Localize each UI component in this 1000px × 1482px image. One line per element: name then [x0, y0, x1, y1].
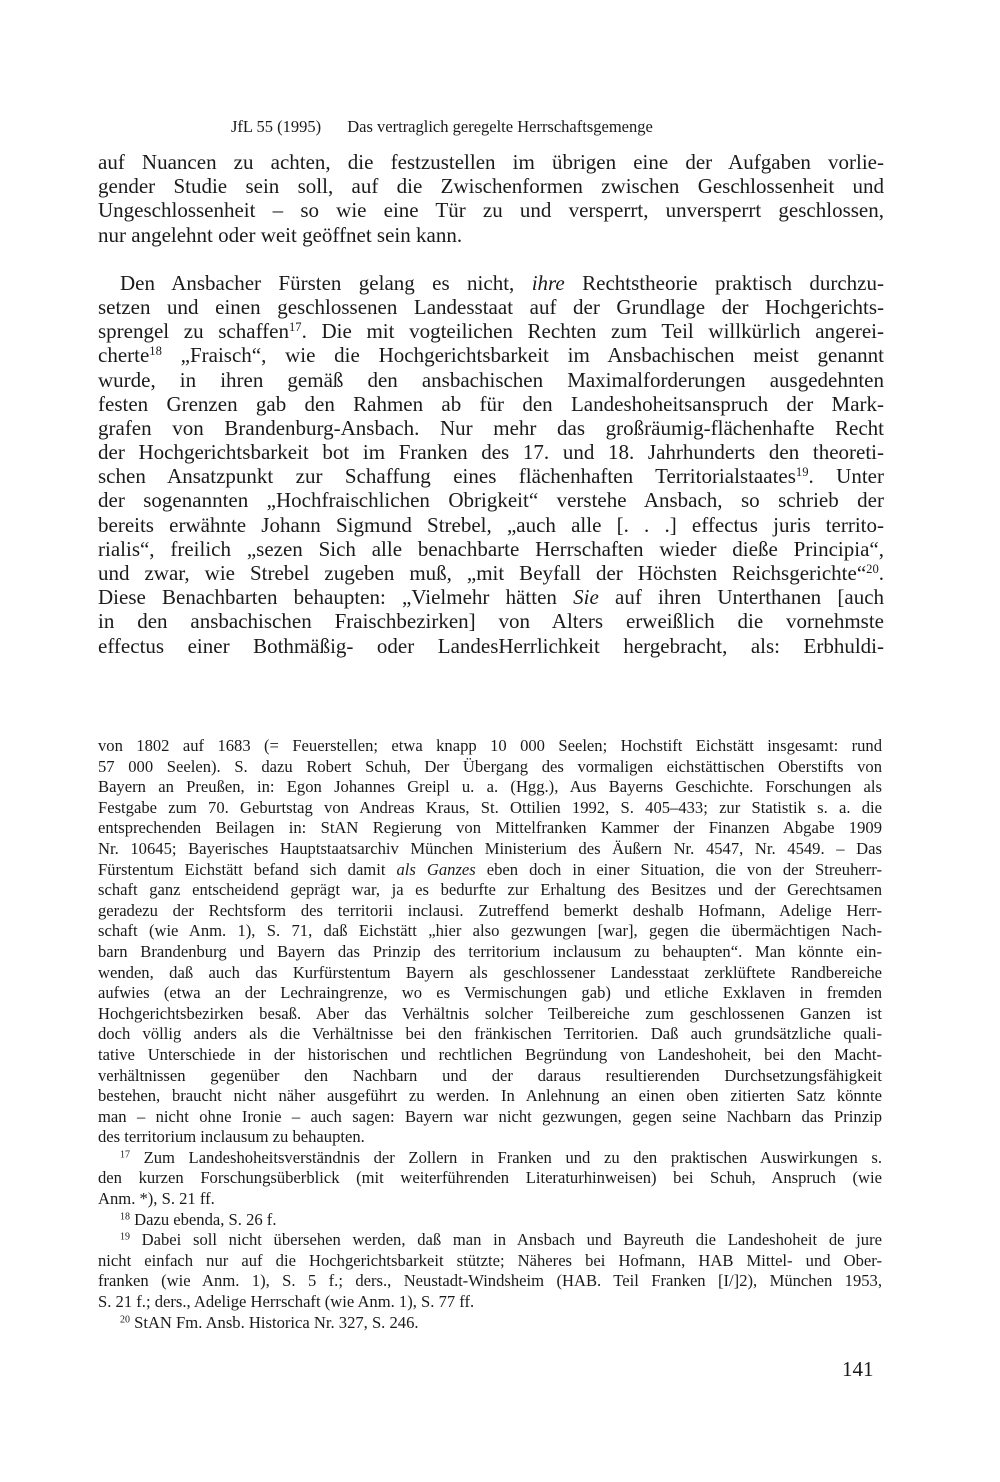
footnote-marker: 20 — [120, 1314, 130, 1326]
footnotes — [98, 736, 882, 1333]
footnote-line: Festgabe zum 70. Geburtstag von Andreas Kraus, St. Ottilien 1992, S. 405–433; zur Statistik s. a. die — [98, 797, 882, 817]
running-title: Das vertraglich geregelte Herrschaftsgemenge — [347, 117, 653, 136]
text-line — [98, 561, 884, 585]
footnote-line: 57 000 Seelen). S. dazu Robert Schuh, Der Übergang des vormaligen eichstättischen Oberstifts von — [98, 756, 882, 776]
footnote-line — [98, 860, 882, 881]
journal-citation: JfL 55 (1995) — [231, 117, 322, 136]
text-run: StAN Fm. Ansb. Historica Nr. 327, S. 246. — [129, 1312, 419, 1332]
text-line: bereits erwähnte Johann Sigmund Strebel, „auch alle [. . .] effectus juris territo- — [98, 512, 884, 537]
footnote-line: aufwies (etwa an der Lechraingrenze, wo es Vermischungen gab) und etliche Exklaven in fremden — [98, 983, 882, 1003]
footnote-line: geradezu der Rechtsform des territorii inclausi. Zutreffend bemerkt deshalb Hofmann, Adelige Herr- — [98, 900, 882, 920]
footnote-line: doch völlig anders als die Verhältnisse bei den fränkischen Territorien. Daß auch grundsätzliche quali- — [98, 1024, 882, 1044]
footnote-ref[interactable]: 20 — [866, 562, 879, 577]
footnote-line: franken (wie Anm. 1), S. 5 f.; ders., Neustadt-Windsheim (HAB. Teil Franken [I/]2), München 1953, — [98, 1271, 882, 1291]
footnote-line: Nr. 10645; Bayerisches Hauptstaatsarchiv München Ministerium des Äußern Nr. 4547, Nr. 4549. – Das — [98, 838, 882, 858]
running-head — [231, 117, 653, 137]
footnote-line: Anm. *), S. 21 ff. — [98, 1189, 215, 1209]
text-line — [98, 319, 884, 343]
text-line: rialis“, freilich „sezen Sich alle benachbarte Herrschaften wieder dieße Principia“, — [98, 536, 884, 561]
text-run: Dazu ebenda, S. 26 f. — [129, 1209, 277, 1229]
text-line: auf Nuancen zu achten, die festzustellen im übrigen eine der Aufgaben vorlie- — [98, 150, 884, 174]
text-line: festen Grenzen gab den Rahmen ab für den Landeshoheitsanspruch der Mark- — [98, 391, 884, 416]
text-line — [98, 271, 884, 295]
footnote-line: schaft (wie Anm. 1), S. 71, daß Eichstätt „hier also gezwungen [war], gegen die übermächtigen Nach- — [98, 921, 882, 941]
text-line — [98, 464, 884, 488]
text-run: Dabei soll nicht übersehen werden, daß man in Ansbach und Bayreuth die Landeshoheit de jure — [129, 1230, 882, 1250]
footnote-line: von 1802 auf 1683 (= Feuerstellen; etwa knapp 10 000 Seelen; Hochstift Eichstätt insgesamt: rund — [98, 736, 882, 755]
footnote-line: man – nicht ohne Ironie – auch sagen: Bayern war nicht gezwungen, gegen seine Nachbarn das Prinzip — [98, 1106, 882, 1126]
footnote-line: tative Unterschiede in der historischen und rechtlichen Begründung von Landeshoheit, bei den Macht- — [98, 1044, 882, 1064]
text-line: wurde, in ihren gemäß den ansbachischen Maximalforderungen ausgedehnten — [98, 367, 884, 392]
text-run: eben doch in einer Situation, die von der Streuherr- — [486, 859, 882, 879]
text-line: der sogenannten „Hochfraischlichen Obrigkeit“ verstehe Ansbach, so schrieb der — [98, 488, 884, 513]
text-run: Rechtstheorie praktisch durchzu- — [582, 270, 884, 295]
emphasis: ihre — [531, 270, 565, 295]
footnote-line: Bayern an Preußen, in: Egon Johannes Greipl u. a. (Hgg.), Aus Bayerns Geschichte. Forschungen als — [98, 777, 882, 797]
footnote-line: wenden, daß auch das Kurfürstentum Bayern als geschlossener Landesstaat zerklüftete Randbereiche — [98, 962, 882, 982]
text-run: . Die mit vogteilichen Rechten zum Teil willkürlich angerei- — [301, 319, 884, 344]
text-run: sprengel zu schaffen — [98, 319, 289, 344]
text-run: auf ihren Unterthanen [auch — [615, 585, 884, 610]
footnote-17 — [98, 1148, 882, 1169]
text-line: Ungeschlossenheit – so wie eine Tür zu und versperrt, unversperrt geschlossen, — [98, 198, 884, 223]
text-line: nur angelehnt oder weit geöffnet sein kann. — [98, 222, 463, 247]
paragraph-gap — [98, 247, 884, 271]
footnote-20 — [98, 1313, 882, 1334]
emphasis: Sie — [573, 585, 599, 610]
footnote-marker: 18 — [120, 1211, 130, 1223]
footnote-line: Hochgerichtsbezirken besaß. Aber das Verhältnis solcher Teilbereiche zum geschlossenen Ganzen ist — [98, 1003, 882, 1023]
text-run: Diese Benachbarten behaupten: „Vielmehr hätten — [98, 585, 557, 610]
page-number: 141 — [842, 1357, 874, 1381]
text-line: in den ansbachischen Fraischbezirken] von Alters erweißlich die vornehmste — [98, 609, 884, 634]
footnote-line: nicht einfach nur auf die Hochgerichtsbarkeit stützte; Näheres bei Hofmann, HAB Mittel- und Ober- — [98, 1250, 882, 1270]
text-line: setzen und einen geschlossenen Landesstaat auf der Grundlage der Hochgerichts- — [98, 294, 884, 319]
text-run: Den Ansbacher Fürsten gelang es nicht, — [120, 270, 515, 295]
text-run: schen Ansatzpunkt zur Schaffung eines flächenhaften Territorialstaates — [98, 464, 796, 489]
footnote-marker: 19 — [120, 1231, 130, 1243]
footnote-19 — [98, 1230, 882, 1251]
text-line: der Hochgerichtsbarkeit bot im Franken des 17. und 18. Jahrhunderts den theoreti- — [98, 440, 884, 465]
text-line: gender Studie sein soll, auf die Zwischenformen zwischen Geschlossenheit und — [98, 174, 884, 199]
footnote-line: den kurzen Forschungsüberblick (mit weiterführenden Literaturhinweisen) bei Schuh, Anspruch (wie — [98, 1168, 882, 1188]
text-line — [98, 343, 884, 367]
emphasis: als Ganzes — [396, 859, 476, 879]
footnote-line: barn Brandenburg und Bayern das Prinzip des territorium inclausum zu behaupten“. Man könnte ein- — [98, 941, 882, 961]
text-run: und zwar, wie Strebel zugeben muß, „mit Beyfall der Höchsten Reichsgerichte“ — [98, 561, 867, 585]
text-run: Zum Landeshoheitsverständnis der Zollern in Franken und zu den praktischen Auswirkungen s. — [129, 1147, 882, 1167]
footnote-line: des territorium inclausum zu behaupten. — [98, 1127, 365, 1147]
main-text — [98, 150, 884, 658]
footnote-marker: 17 — [120, 1149, 130, 1161]
text-line: grafen von Brandenburg-Ansbach. Nur mehr das großräumig-flächenhafte Recht — [98, 415, 884, 440]
footnote-ref[interactable]: 19 — [795, 465, 809, 480]
text-line: effectus einer Bothmäßig- oder LandesHerrlichkeit hergebracht, als: Erbhuldi- — [98, 633, 884, 658]
footnote-ref[interactable]: 17 — [289, 320, 302, 335]
footnote-18 — [98, 1210, 882, 1231]
text-run: cherte — [98, 343, 150, 368]
footnote-line: entsprechenden Beilagen in: StAN Regierung von Mittelfranken Kammer der Finanzen Abgabe 1909 — [98, 818, 882, 838]
footnote-line: verhältnissen gegenüber den Nachbarn und der daraus resultierenden Durchsetzungsfähigkeit — [98, 1065, 882, 1085]
text-run: „Fraisch“, wie die Hochgerichtsbarkeit im Ansbachischen meist genannt — [161, 343, 884, 368]
footnote-line: schaft ganz entscheidend geprägt war, ja es bedurfte zur Erhaltung des Besitzes und der Gerechtsamen — [98, 880, 882, 900]
text-run: . Unter — [808, 464, 884, 489]
text-line — [98, 585, 884, 609]
footnote-line: S. 21 f.; ders., Adelige Herrschaft (wie Anm. 1), S. 77 ff. — [98, 1292, 475, 1312]
footnote-ref[interactable]: 18 — [149, 344, 162, 359]
text-run: Fürstentum Eichstätt befand sich damit — [98, 859, 386, 879]
text-run: . — [878, 561, 884, 585]
footnote-line: bestehen, braucht nicht näher ausgeführt zu werden. In Anlehnung an einen oben zitierten Satz könnte — [98, 1086, 882, 1106]
